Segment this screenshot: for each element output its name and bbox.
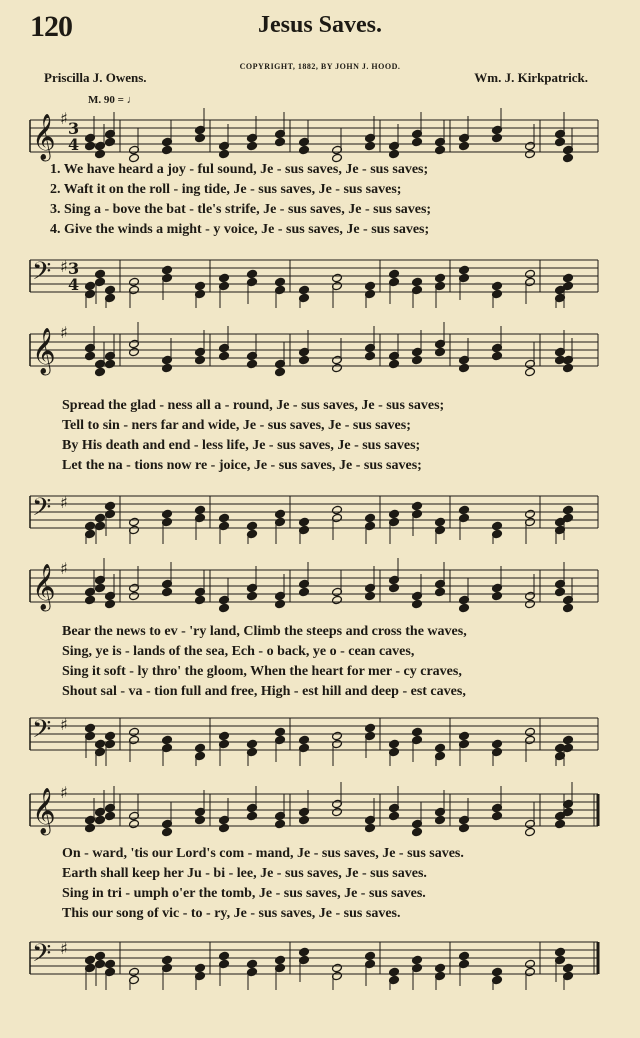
note-head [389, 269, 400, 279]
note-head [492, 591, 503, 601]
note-head [162, 735, 173, 745]
note-head [95, 951, 106, 961]
note-head [105, 501, 116, 511]
note-head [85, 351, 96, 361]
note-head [247, 141, 258, 151]
bass-staff-4 [0, 930, 640, 990]
note-head [412, 955, 423, 965]
note-head [95, 583, 106, 593]
note-head [459, 823, 470, 833]
note-head [162, 363, 173, 373]
note-head [525, 827, 536, 837]
lyric-line: Shout sal - va - tion full and free, High - est hill and deep - est caves, [62, 684, 466, 699]
note-head [219, 351, 230, 361]
sharp-icon: ♯ [60, 109, 68, 128]
sharp-icon: ♯ [60, 559, 68, 578]
note-head [219, 731, 230, 741]
note-head [365, 351, 376, 361]
copyright-notice: COPYRIGHT, 1882, BY JOHN J. HOOD. [239, 62, 401, 71]
note-head [299, 947, 310, 957]
note-head [85, 823, 96, 833]
note-head [299, 517, 310, 527]
note-head [95, 739, 106, 749]
sharp-icon: ♯ [60, 939, 68, 958]
note-head [459, 731, 470, 741]
note-head [105, 285, 116, 295]
note-head [129, 347, 140, 357]
bass-staff-3 [0, 706, 640, 766]
note-head [525, 599, 536, 609]
note-head [563, 505, 574, 515]
note-head [129, 517, 140, 527]
note-head [525, 509, 536, 519]
lyric-line: Earth shall keep her Ju - bi - lee, Je - sus saves, Je - sus saves. [62, 866, 427, 881]
note-head [555, 819, 566, 829]
treble-staff-2 [0, 322, 640, 382]
note-head [275, 367, 286, 377]
note-head [492, 967, 503, 977]
note-head [275, 955, 286, 965]
note-head [332, 505, 343, 515]
note-head [389, 811, 400, 821]
note-head [85, 955, 96, 965]
note-head [563, 735, 574, 745]
note-head [412, 277, 423, 287]
sharp-icon: ♯ [60, 257, 68, 276]
note-head [247, 739, 258, 749]
note-head [162, 145, 173, 155]
tempo-marking [88, 94, 138, 106]
note-head [435, 273, 446, 283]
note-head [365, 823, 376, 833]
note-head [247, 959, 258, 969]
note-head [105, 731, 116, 741]
note-head [275, 277, 286, 287]
lyric-line: This our song of vic - to - ry, Je - sus saves, Je - sus saves. [62, 906, 401, 921]
composer-credit: Wm. J. Kirkpatrick. [474, 70, 588, 85]
note-head [299, 145, 310, 155]
treble-staff-3 [0, 558, 640, 618]
note-head [365, 723, 376, 733]
note-head [563, 963, 574, 973]
note-head [435, 517, 446, 527]
note-head [162, 955, 173, 965]
note-head [275, 727, 286, 737]
note-head [195, 963, 206, 973]
note-head [389, 509, 400, 519]
note-head [555, 137, 566, 147]
note-head [459, 951, 470, 961]
note-head [95, 815, 106, 825]
bass-clef-icon: 𝄢 [32, 715, 52, 750]
note-head [492, 521, 503, 531]
note-head [389, 149, 400, 159]
note-head [492, 133, 503, 143]
sharp-icon: ♯ [60, 323, 68, 342]
note-head [332, 807, 343, 817]
lyric-line: Let the na - tions now re - joice, Je - sus saves, Je - sus saves; [62, 458, 422, 473]
note-head [275, 137, 286, 147]
note-head [412, 727, 423, 737]
note-head [105, 359, 116, 369]
note-head [365, 513, 376, 523]
treble-staff-1 [0, 108, 640, 168]
note-head [365, 141, 376, 151]
lyric-line: 3. Sing a - bove the bat - tle's strife, Je - sus saves, Je - sus saves; [50, 202, 432, 217]
note-head [525, 727, 536, 737]
author-credit: Priscilla J. Owens. [44, 70, 147, 85]
note-head [162, 509, 173, 519]
tempo-text: M. 90 = [88, 94, 124, 106]
note-head [435, 815, 446, 825]
note-head [389, 739, 400, 749]
lyric-line: 4. Give the winds a might - y voice, Je - sus saves, Je - sus saves; [50, 222, 430, 237]
note-head [459, 603, 470, 613]
note-head [299, 355, 310, 365]
note-head [332, 731, 343, 741]
note-head [247, 269, 258, 279]
lyric-line: By His death and end - less life, Je - sus saves, Je - sus saves; [62, 438, 421, 453]
note-head [95, 149, 106, 159]
sharp-icon: ♯ [60, 493, 68, 512]
treble-clef-icon: 𝄞 [32, 564, 56, 610]
note-head [219, 823, 230, 833]
note-head [95, 367, 106, 377]
note-head [195, 815, 206, 825]
note-head [195, 743, 206, 753]
note-head [435, 587, 446, 597]
hymn-number: 120 [30, 10, 72, 43]
lyric-line: Tell to sin - ners far and wide, Je - sus saves, Je - sus saves; [62, 418, 411, 433]
note-head [105, 959, 116, 969]
note-head [492, 739, 503, 749]
note-head [563, 603, 574, 613]
note-head [365, 951, 376, 961]
note-head [492, 811, 503, 821]
bass-staff-2 [0, 484, 640, 544]
note-head [563, 273, 574, 283]
note-head [435, 743, 446, 753]
note-head [389, 583, 400, 593]
note-head [275, 819, 286, 829]
lyric-line: On - ward, 'tis our Lord's com - mand, Je - sus saves, Je - sus saves. [62, 846, 464, 861]
note-head [247, 359, 258, 369]
note-head [95, 513, 106, 523]
note-head [162, 827, 173, 837]
lyric-line: Sing, ye is - lands of the sea, Ech - o back, ye o - cean caves, [62, 644, 415, 659]
note-head [525, 959, 536, 969]
note-head [275, 509, 286, 519]
note-head [85, 281, 96, 291]
note-head [389, 967, 400, 977]
treble-staff-4 [0, 782, 640, 842]
note-head [195, 505, 206, 515]
note-head [247, 591, 258, 601]
quarter-note-icon: ♩ [126, 94, 138, 106]
note-head [332, 963, 343, 973]
note-head [412, 599, 423, 609]
note-head [219, 951, 230, 961]
note-head [85, 521, 96, 531]
note-head [412, 355, 423, 365]
note-head [85, 723, 96, 733]
note-head [412, 137, 423, 147]
note-head [412, 501, 423, 511]
note-head [129, 277, 140, 287]
note-head [129, 591, 140, 601]
note-head [435, 347, 446, 357]
sharp-icon: ♯ [60, 783, 68, 802]
bass-clef-icon: 𝄢 [32, 257, 52, 292]
note-head [389, 359, 400, 369]
note-head [299, 285, 310, 295]
note-head [555, 947, 566, 957]
note-head [219, 273, 230, 283]
lyric-line: Bear the news to ev - 'ry land, Climb the steeps and cross the waves, [62, 624, 467, 639]
note-head [85, 595, 96, 605]
note-head [412, 827, 423, 837]
note-head [247, 521, 258, 531]
note-head [332, 363, 343, 373]
note-head [459, 141, 470, 151]
note-head [525, 149, 536, 159]
note-head [435, 963, 446, 973]
note-head [195, 355, 206, 365]
note-head [563, 363, 574, 373]
note-head [299, 815, 310, 825]
note-head [105, 137, 116, 147]
treble-clef-icon: 𝄞 [32, 788, 56, 834]
note-head [299, 587, 310, 597]
note-head [85, 141, 96, 151]
lyric-line: 1. We have heard a joy - ful sound, Je - sus saves, Je - sus saves; [50, 162, 429, 177]
note-head [219, 513, 230, 523]
time-signature-top: 3 [68, 119, 80, 138]
lyric-line: Spread the glad - ness all a - round, Je - sus saves, Je - sus saves; [62, 398, 445, 413]
note-head [365, 591, 376, 601]
lyric-line: 2. Waft it on the roll - ing tide, Je - sus saves, Je - sus saves; [50, 182, 402, 197]
bass-clef-icon: 𝄢 [32, 493, 52, 528]
note-head [459, 505, 470, 515]
note-head [105, 599, 116, 609]
time-signature-bottom: 4 [68, 275, 80, 294]
note-head [219, 149, 230, 159]
note-head [555, 587, 566, 597]
note-head [332, 595, 343, 605]
bass-clef-icon: 𝄢 [32, 939, 52, 974]
note-head [195, 133, 206, 143]
note-head [162, 587, 173, 597]
note-head [459, 363, 470, 373]
note-head [195, 595, 206, 605]
note-head [299, 735, 310, 745]
note-head [105, 811, 116, 821]
note-head [162, 265, 173, 275]
note-head [332, 273, 343, 283]
note-head [195, 281, 206, 291]
note-head [525, 367, 536, 377]
treble-clef-icon: 𝄞 [32, 328, 56, 374]
sharp-icon: ♯ [60, 715, 68, 734]
note-head [435, 145, 446, 155]
note-head [129, 967, 140, 977]
note-head [129, 819, 140, 829]
lyric-line: Sing in tri - umph o'er the tomb, Je - sus saves, Je - sus saves. [62, 886, 426, 901]
bass-staff-1 [0, 248, 640, 308]
treble-clef-icon: 𝄞 [32, 114, 56, 160]
note-head [275, 599, 286, 609]
note-head [365, 281, 376, 291]
note-head [95, 269, 106, 279]
lyric-line: Sing it soft - ly thro' the gloom, When the heart for mer - cy craves, [62, 664, 462, 679]
note-head [247, 811, 258, 821]
time-signature-top: 3 [68, 259, 80, 278]
note-head [492, 351, 503, 361]
time-signature-bottom: 4 [68, 135, 80, 154]
note-head [492, 281, 503, 291]
note-head [129, 727, 140, 737]
note-head [459, 265, 470, 275]
hymn-title: Jesus Saves. [257, 12, 383, 38]
note-head [525, 269, 536, 279]
note-head [219, 603, 230, 613]
